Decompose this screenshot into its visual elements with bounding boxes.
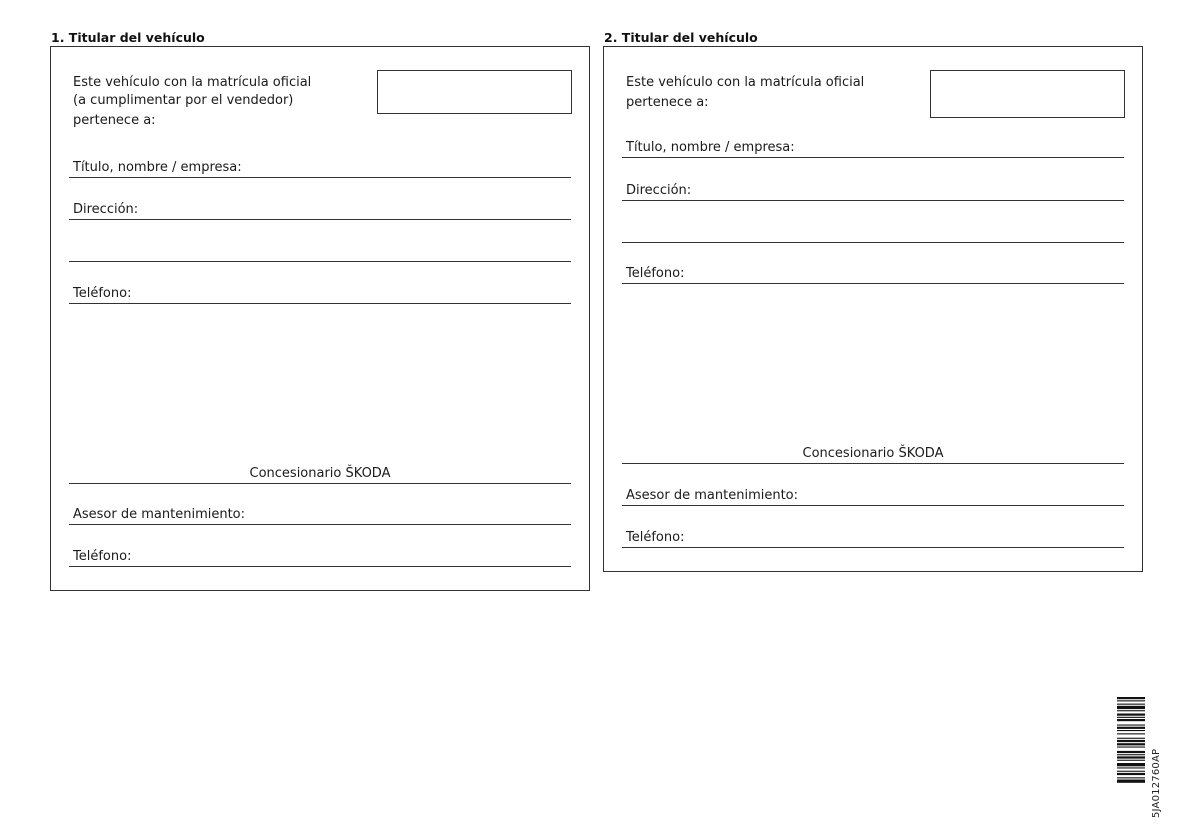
form2-advisor-label: Asesor de mantenimiento: — [626, 488, 799, 503]
form1-advisor-field[interactable] — [69, 501, 571, 525]
form1-license-plate-field[interactable] — [377, 70, 572, 114]
form1-address-line2-field[interactable] — [69, 238, 571, 262]
barcode-code: 5JA012760AP — [1151, 748, 1162, 818]
form1-phone-field[interactable] — [69, 280, 571, 304]
barcode-icon — [1117, 697, 1145, 817]
form2-dealer-label: Concesionario ŠKODA — [802, 446, 944, 461]
form1-panel — [50, 46, 590, 591]
form1-phone-label: Teléfono: — [73, 286, 132, 301]
form1-dealer-field[interactable] — [69, 460, 571, 484]
form1-address-field[interactable] — [69, 196, 571, 220]
form1-intro-line1: Este vehículo con la matrícula oficial — [73, 75, 312, 90]
form1-address-label: Dirección: — [73, 202, 139, 217]
form2-address-field[interactable] — [622, 177, 1124, 201]
form2-address-label: Dirección: — [626, 183, 692, 198]
form2-dealer-field[interactable] — [622, 440, 1124, 464]
form1-title: 1. Titular del vehículo — [51, 30, 205, 45]
form2-phone-label: Teléfono: — [626, 266, 685, 281]
form1-intro-line3: pertenece a: — [73, 113, 156, 128]
form2-panel — [603, 46, 1143, 572]
form2-title: 2. Titular del vehículo — [604, 30, 758, 45]
form1-advisor-label: Asesor de mantenimiento: — [73, 507, 246, 522]
form2-license-plate-field[interactable] — [930, 70, 1125, 118]
form2-phone-field[interactable] — [622, 260, 1124, 284]
form2-name-field[interactable] — [622, 134, 1124, 158]
form1-dealer-phone-label: Teléfono: — [73, 549, 132, 564]
form1-intro-line2: (a cumplimentar por el vendedor) — [73, 93, 294, 108]
form2-dealer-phone-field[interactable] — [622, 524, 1124, 548]
form2-name-label: Título, nombre / empresa: — [626, 140, 795, 155]
form1-dealer-phone-field[interactable] — [69, 543, 571, 567]
form1-name-label: Título, nombre / empresa: — [73, 160, 242, 175]
form2-intro — [626, 74, 864, 112]
form2-intro-line1: Este vehículo con la matrícula oficial — [626, 75, 865, 90]
form2-advisor-field[interactable] — [622, 482, 1124, 506]
form1-dealer-label: Concesionario ŠKODA — [249, 466, 391, 481]
form1-intro — [73, 74, 311, 130]
form2-dealer-phone-label: Teléfono: — [626, 530, 685, 545]
form1-name-field[interactable] — [69, 154, 571, 178]
form2-address-line2-field[interactable] — [622, 219, 1124, 243]
form2-intro-line2: pertenece a: — [626, 95, 709, 110]
